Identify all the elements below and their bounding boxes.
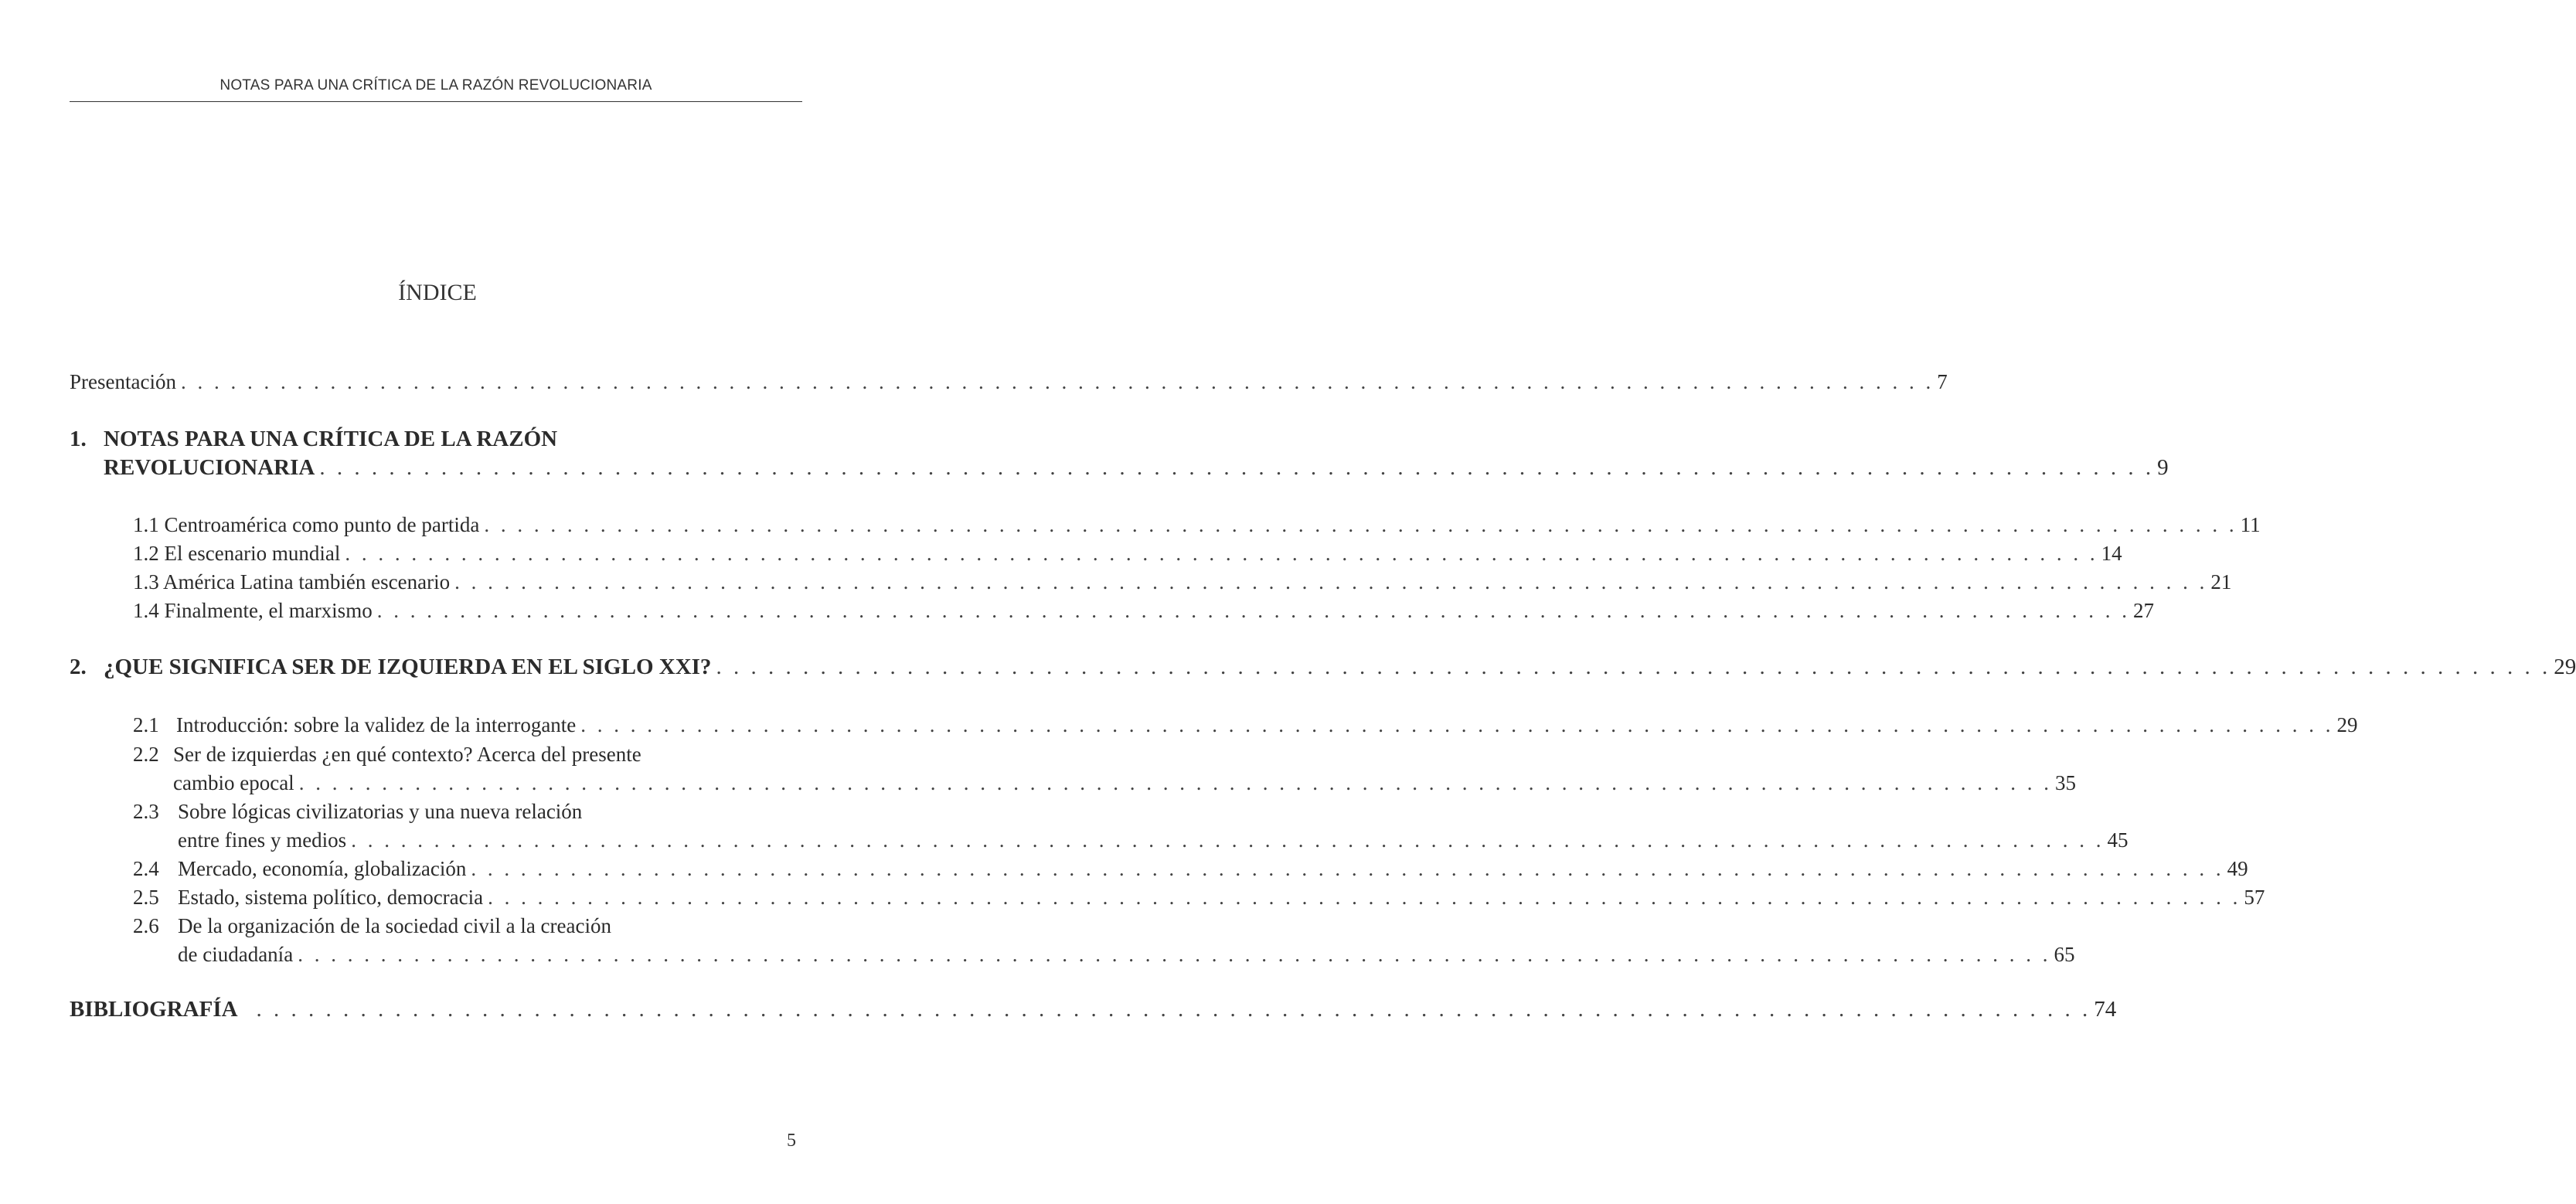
dot-leader: . . . . . . . . . . . . . . . . . . . . . . . . . . . . . . . . . . . . . . . . . . . . . . . . . . . . . . . . . . . . . . . . . . . . . . . . . . . . . . . . . . . . . . . . . . . . . . . . . . . . . . . . . .	[256, 997, 2091, 1022]
toc-page-number: 45	[2107, 828, 2129, 852]
dot-leader: . . . . . . . . . . . . . . . . . . . . . . . . . . . . . . . . . . . . . . . . . . . . . . . . . . . . . . . . . . . . . . . . . . . . . . . . . . . . . . . . . . . . . . . . . . . . . . . . . . . . . . . . . .	[351, 828, 2105, 852]
toc-entry-chapter-2[interactable]	[104, 653, 2576, 681]
toc-entry-section[interactable]	[133, 511, 2261, 539]
toc-label: BIBLIOGRAFÍA	[70, 997, 238, 1022]
toc-page-number: 65	[2054, 943, 2075, 966]
dot-leader: . . . . . . . . . . . . . . . . . . . . . . . . . . . . . . . . . . . . . . . . . . . . . . . . . . . . . . . . . . . . . . . . . . . . . . . . . . . . . . . . . . . . . . . . . . . . . . . . . . . . . . . . . .	[376, 599, 2130, 622]
toc-page-number: 14	[2101, 542, 2122, 565]
chapter-number: 1.	[70, 427, 87, 451]
dot-leader: . . . . . . . . . . . . . . . . . . . . . . . . . . . . . . . . . . . . . . . . . . . . . . . . . . . . . . . . . . . . . . . . . . . . . . . . . . . . . . . . . . . . . . . . . . . . . . . . . . . . . . . . . .	[345, 542, 2098, 565]
toc-label: cambio epocal	[173, 771, 294, 794]
toc-label: REVOLUCIONARIA	[104, 455, 315, 480]
toc-entry-section[interactable]	[173, 769, 2076, 797]
chapter-title-line[interactable]: NOTAS PARA UNA CRÍTICA DE LA RAZÓN	[104, 427, 558, 451]
section-number: 2.4	[133, 857, 159, 880]
toc-page-number: 49	[2227, 857, 2248, 880]
toc-label: de ciudadanía	[178, 943, 294, 966]
toc-entry-bibliografia[interactable]	[70, 995, 2117, 1023]
toc-label: 1.3 América Latina también escenario	[133, 570, 451, 593]
toc-entry-section[interactable]	[176, 711, 2358, 739]
toc-label: 1.4 Finalmente, el marxismo	[133, 599, 373, 622]
running-head: NOTAS PARA UNA CRÍTICA DE LA RAZÓN REVOLUCIONARIA	[219, 77, 652, 94]
dot-leader: . . . . . . . . . . . . . . . . . . . . . . . . . . . . . . . . . . . . . . . . . . . . . . . . . . . . . . . . . . . . . . . . . . . . . . . . . . . . . . . . . . . . . . . . . . . . . . . . . . . . . . . . . .	[298, 943, 2051, 966]
toc-entry-section[interactable]	[178, 883, 2265, 911]
dot-leader: . . . . . . . . . . . . . . . . . . . . . . . . . . . . . . . . . . . . . . . . . . . . . . . . . . . . . . . . . . . . . . . . . . . . . . . . . . . . . . . . . . . . . . . . . . . . . . . . . . . . . . . . . .	[180, 370, 1935, 393]
toc-entry-section[interactable]	[133, 539, 2122, 567]
index-title: ÍNDICE	[398, 280, 477, 305]
chapter-number: 2.	[70, 655, 87, 679]
toc-entry-presentacion[interactable]	[70, 368, 1948, 396]
toc-page-number: 7	[1937, 370, 1948, 393]
toc-page-number: 21	[2210, 570, 2232, 593]
toc-label: Presentación	[70, 370, 176, 393]
page-number: 5	[787, 1131, 796, 1151]
dot-leader: . . . . . . . . . . . . . . . . . . . . . . . . . . . . . . . . . . . . . . . . . . . . . . . . . . . . . . . . . . . . . . . . . . . . . . . . . . . . . . . . . . . . . . . . . . . . . . . . . . . . . . . . . .	[319, 455, 2155, 480]
toc-entry-chapter-1[interactable]	[104, 454, 2169, 481]
toc-label: ¿QUE SIGNIFICA SER DE IZQUIERDA EN EL SIGLO XXI?	[104, 655, 712, 679]
toc-page-number: 74	[2094, 997, 2117, 1022]
toc-entry-section[interactable]	[178, 826, 2129, 854]
section-number: 2.2	[133, 743, 159, 766]
dot-leader: . . . . . . . . . . . . . . . . . . . . . . . . . . . . . . . . . . . . . . . . . . . . . . . . . . . . . . . . . . . . . . . . . . . . . . . . . . . . . . . . . . . . . . . . . . . . . . . . . . . . . . . . . .	[580, 713, 2334, 736]
toc-entry-section[interactable]	[178, 940, 2075, 968]
dot-leader: . . . . . . . . . . . . . . . . . . . . . . . . . . . . . . . . . . . . . . . . . . . . . . . . . . . . . . . . . . . . . . . . . . . . . . . . . . . . . . . . . . . . . . . . . . . . . . . . . . . . . . . . . .	[454, 570, 2208, 593]
toc-page-number: 29	[2554, 655, 2576, 679]
section-number: 2.1	[133, 713, 159, 736]
toc-label: entre fines y medios	[178, 828, 347, 852]
toc-label: Introducción: sobre la validez de la interrogante	[176, 713, 577, 736]
section-number: 2.3	[133, 800, 159, 823]
dot-leader: . . . . . . . . . . . . . . . . . . . . . . . . . . . . . . . . . . . . . . . . . . . . . . . . . . . . . . . . . . . . . . . . . . . . . . . . . . . . . . . . . . . . . . . . . . . . . . . . . . . . . . . . . .	[716, 655, 2551, 679]
toc-label-line[interactable]: Sobre lógicas civilizatorias y una nueva relación	[178, 800, 583, 823]
toc-label: Estado, sistema político, democracia	[178, 886, 484, 909]
toc-page-number: 11	[2240, 513, 2261, 536]
toc-label-line[interactable]: Ser de izquierdas ¿en qué contexto? Acerca del presente	[173, 743, 641, 766]
toc-entry-section[interactable]	[178, 855, 2248, 883]
toc-entry-section[interactable]	[133, 568, 2232, 596]
toc-label: 1.2 El escenario mundial	[133, 542, 341, 565]
toc-page-number: 9	[2157, 455, 2169, 480]
toc-page-number: 57	[2244, 886, 2265, 909]
toc-label: 1.1 Centroamérica como punto de partida	[133, 513, 480, 536]
dot-leader: . . . . . . . . . . . . . . . . . . . . . . . . . . . . . . . . . . . . . . . . . . . . . . . . . . . . . . . . . . . . . . . . . . . . . . . . . . . . . . . . . . . . . . . . . . . . . . . . . . . . . . . . . .	[488, 886, 2241, 909]
toc-page-number: 35	[2054, 771, 2076, 794]
toc-entry-section[interactable]	[133, 597, 2154, 624]
toc-page-number: 29	[2336, 713, 2358, 736]
section-number: 2.6	[133, 914, 159, 937]
toc-page-number: 27	[2132, 599, 2154, 622]
dot-leader: . . . . . . . . . . . . . . . . . . . . . . . . . . . . . . . . . . . . . . . . . . . . . . . . . . . . . . . . . . . . . . . . . . . . . . . . . . . . . . . . . . . . . . . . . . . . . . . . . . . . . . . . . .	[471, 857, 2224, 880]
dot-leader: . . . . . . . . . . . . . . . . . . . . . . . . . . . . . . . . . . . . . . . . . . . . . . . . . . . . . . . . . . . . . . . . . . . . . . . . . . . . . . . . . . . . . . . . . . . . . . . . . . . . . . . . . .	[484, 513, 2237, 536]
section-number: 2.5	[133, 886, 159, 909]
toc-label-line[interactable]: De la organización de la sociedad civil a la creación	[178, 914, 611, 937]
dot-leader: . . . . . . . . . . . . . . . . . . . . . . . . . . . . . . . . . . . . . . . . . . . . . . . . . . . . . . . . . . . . . . . . . . . . . . . . . . . . . . . . . . . . . . . . . . . . . . . . . . . . . . . . . .	[298, 771, 2052, 794]
toc-label: Mercado, economía, globalización	[178, 857, 467, 880]
